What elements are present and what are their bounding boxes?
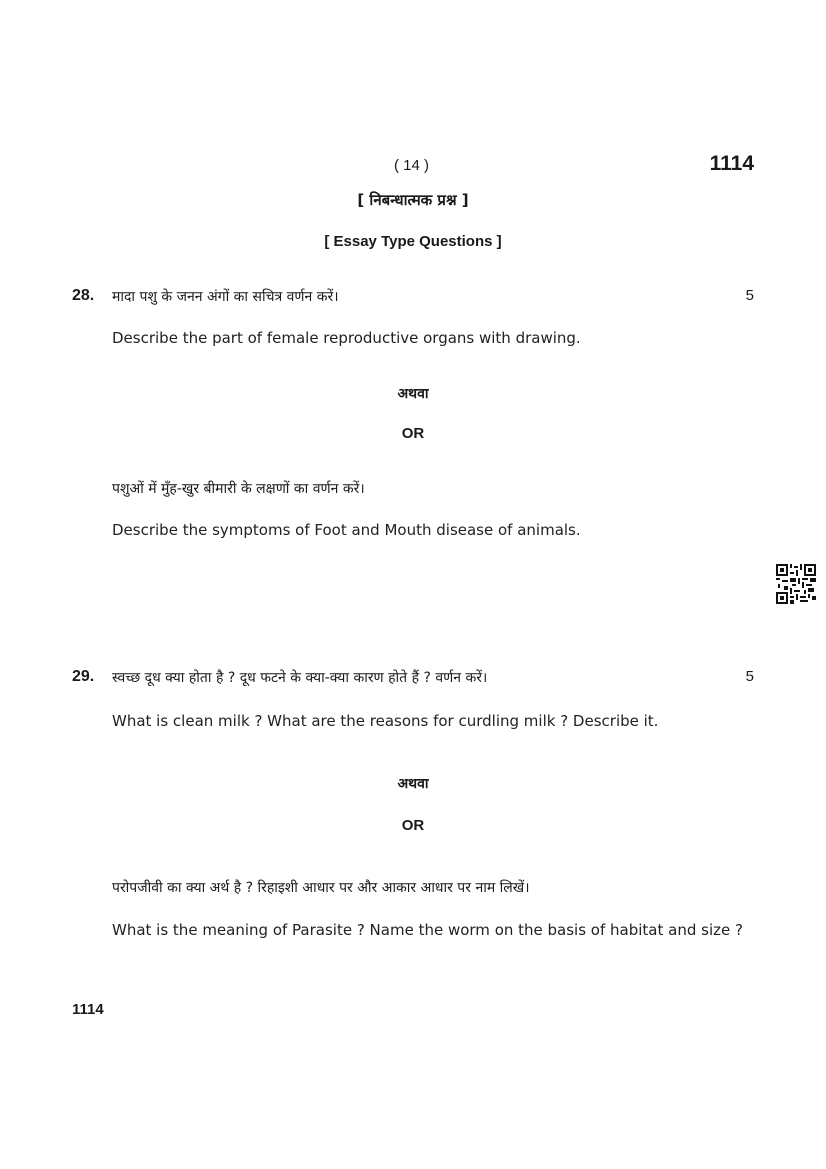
qr-code-icon [776,564,816,604]
paper-code: 1114 [709,152,754,175]
section-title-english: [ Essay Type Questions ] [324,233,502,250]
question-number: 29. [72,668,95,685]
question-text-hindi: स्वच्छ दूध क्या होता है ? दूध फटने के क्या-क्या कारण होते हैं ? वर्णन करें। [112,670,488,686]
alternate-question-hindi: पशुओं में मुँह-खुर बीमारी के लक्षणों का वर्णन करें। [112,481,365,497]
or-label-english: OR [401,817,425,834]
question-text-hindi: मादा पशु के जनन अंगों का सचित्र वर्णन करें। [112,289,339,305]
or-label-hindi: अथवा [397,386,429,402]
section-title-hindi: [ निबन्धात्मक प्रश्न ] [357,191,469,209]
alternate-question-english: Describe the symptoms of Foot and Mouth disease of animals. [112,521,581,539]
footer-paper-code: 1114 [72,1001,104,1018]
or-label-english: OR [401,425,425,442]
alternate-question-english: What is the meaning of Parasite ? Name the worm on the basis of habitat and size ? [112,921,743,939]
or-label-hindi: अथवा [397,776,429,792]
question-marks: 5 [745,668,754,685]
question-text-english: What is clean milk ? What are the reasons for curdling milk ? Describe it. [112,712,659,730]
question-number: 28. [72,287,95,304]
question-marks: 5 [745,287,754,304]
question-text-english: Describe the part of female reproductive organs with drawing. [112,329,581,347]
alternate-question-hindi: परोपजीवी का क्या अर्थ है ? रिहाइशी आधार पर और आकार आधार पर नाम लिखें। [112,880,530,896]
page-number: ( 14 ) [394,157,430,174]
